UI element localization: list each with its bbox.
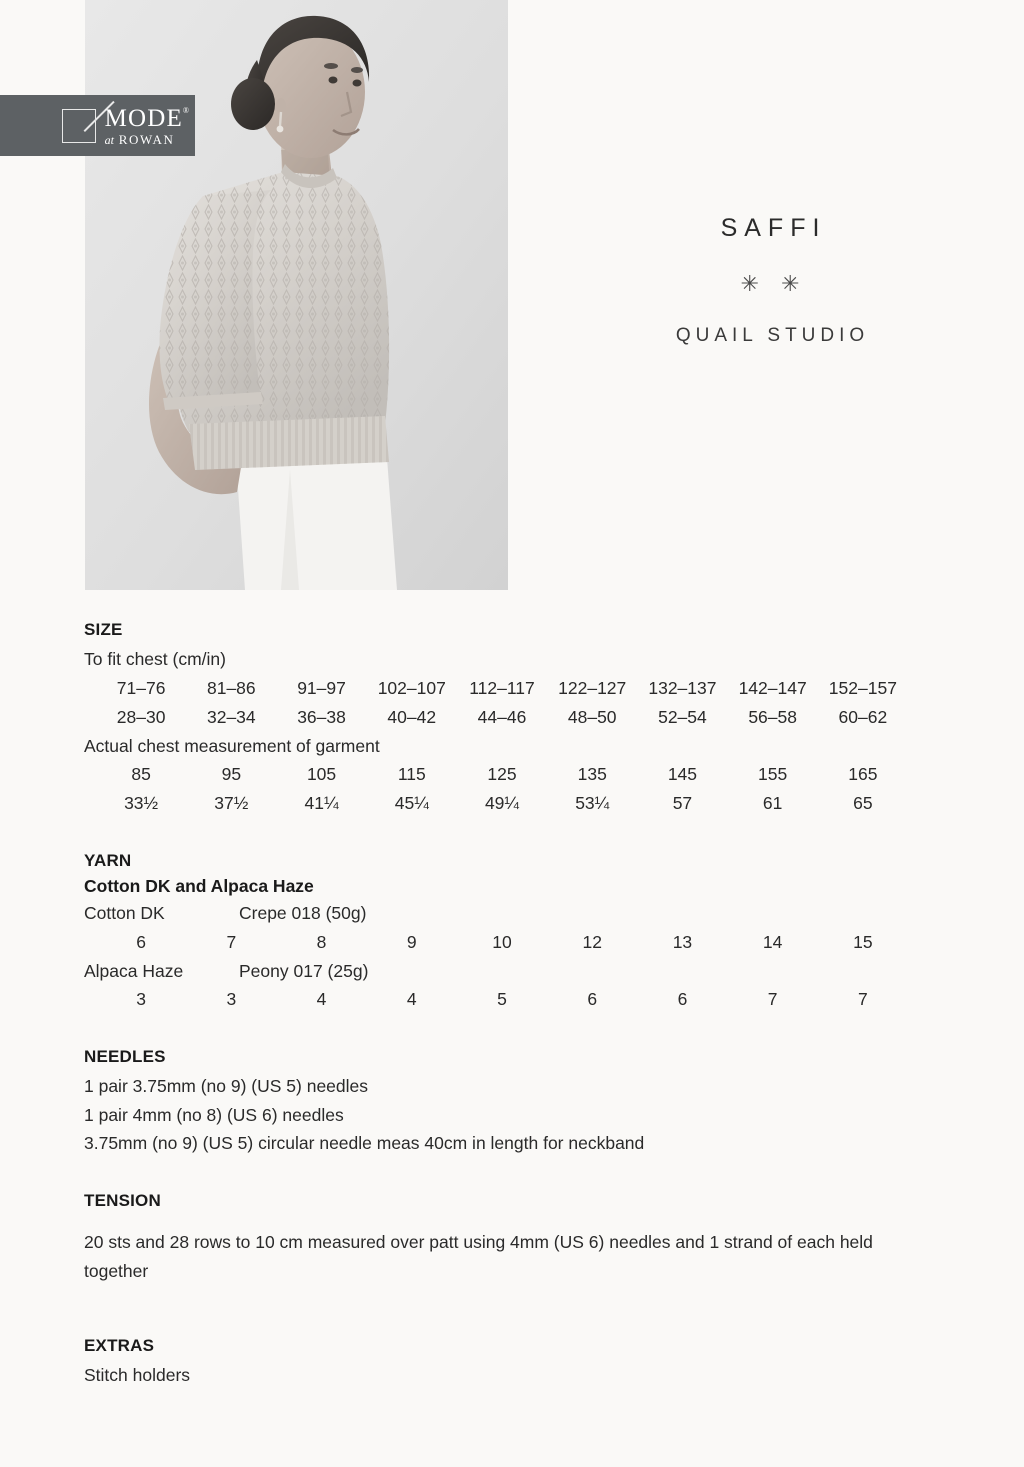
table-cell: 12 xyxy=(582,931,602,952)
table-cell: 105 xyxy=(306,764,337,784)
needles-section xyxy=(84,1047,944,1158)
table-cell: 3 xyxy=(136,989,146,1009)
table-cell: 122–127 xyxy=(558,677,627,698)
actual-chest-in-row xyxy=(96,789,908,818)
yarn-name: Cotton DK xyxy=(84,903,165,923)
table-cell: 135 xyxy=(577,764,607,784)
actual-chest-cm-row xyxy=(96,760,908,789)
needles-heading: NEEDLES xyxy=(84,1047,166,1066)
yarn-row-label-cotton-dk xyxy=(84,899,944,928)
yarn-quantities-cotton-dk xyxy=(96,928,908,957)
table-cell: 44–46 xyxy=(477,706,527,727)
page-title: SAFFI xyxy=(720,214,827,242)
section-spacer xyxy=(84,818,944,851)
table-cell: 15 xyxy=(853,931,873,952)
table-cell: 95 xyxy=(221,764,242,784)
table-cell: 60–62 xyxy=(838,706,888,727)
table-cell: 57 xyxy=(672,793,693,813)
needles-line: 3.75mm (no 9) (US 5) circular needle meas 40cm in length for neckband xyxy=(84,1133,645,1153)
table-cell: 10 xyxy=(492,931,512,952)
yarn-subheading: Cotton DK and Alpaca Haze xyxy=(84,876,314,896)
yarn-shade: Peony 017 (25g) xyxy=(239,960,369,981)
table-cell: 53¼ xyxy=(575,793,610,813)
table-cell: 112–117 xyxy=(469,677,535,698)
table-cell: 14 xyxy=(762,931,783,952)
table-cell: 91–97 xyxy=(297,677,346,698)
table-cell: 49¼ xyxy=(484,793,520,813)
table-cell: 155 xyxy=(758,764,788,784)
table-cell: 152–157 xyxy=(828,677,897,698)
table-cell: 28–30 xyxy=(116,706,166,727)
trademark-icon: ® xyxy=(182,105,189,115)
table-cell: 85 xyxy=(131,764,151,784)
needles-line: 1 pair 3.75mm (no 9) (US 5) needles xyxy=(84,1076,369,1096)
table-cell: 33½ xyxy=(124,793,159,813)
table-cell: 125 xyxy=(487,764,517,784)
size-section xyxy=(84,620,944,818)
to-fit-chest-label: To fit chest (cm/in) xyxy=(84,649,226,669)
table-cell: 40–42 xyxy=(387,706,437,727)
extras-section xyxy=(84,1336,944,1390)
table-cell: 81–86 xyxy=(206,677,256,698)
section-spacer xyxy=(84,1303,944,1336)
brand-logo xyxy=(0,95,195,156)
photo-illustration xyxy=(85,0,508,590)
table-cell: 56–58 xyxy=(748,706,797,727)
hero-section xyxy=(0,0,1024,592)
pattern-details xyxy=(84,620,944,1389)
tension-text: 20 sts and 28 rows to 10 cm measured over patt using 4mm (US 6) needles and 1 strand of each held together xyxy=(84,1232,873,1281)
table-cell: 9 xyxy=(406,931,417,952)
table-cell: 4 xyxy=(316,989,327,1009)
table-cell: 36–38 xyxy=(297,706,346,727)
table-cell: 71–76 xyxy=(116,677,166,698)
section-spacer xyxy=(84,1014,944,1047)
extras-heading: EXTRAS xyxy=(84,1335,155,1355)
table-cell: 102–107 xyxy=(377,677,446,698)
garment-photo xyxy=(85,0,508,590)
actual-chest-label: Actual chest measurement of garment xyxy=(84,735,380,756)
table-cell: 142–147 xyxy=(738,677,807,698)
table-cell: 32–34 xyxy=(206,706,256,727)
designer-name: QUAIL STUDIO xyxy=(675,325,870,346)
yarn-section xyxy=(84,851,944,1014)
table-cell: 4 xyxy=(406,989,417,1009)
title-block xyxy=(560,214,980,347)
table-cell: 52–54 xyxy=(658,706,707,727)
table-cell: 48–50 xyxy=(567,706,617,727)
brand-publisher: at ROWAN xyxy=(104,131,175,147)
table-cell: 7 xyxy=(858,989,868,1009)
table-cell: 6 xyxy=(136,931,146,952)
table-cell: 145 xyxy=(667,764,698,784)
section-spacer xyxy=(84,1158,944,1191)
extras-text: Stitch holders xyxy=(84,1364,191,1385)
table-cell: 7 xyxy=(226,931,237,952)
size-heading: SIZE xyxy=(84,620,123,639)
yarn-shade: Crepe 018 (50g) xyxy=(239,903,367,923)
tension-section xyxy=(84,1191,944,1286)
table-cell: 8 xyxy=(316,931,327,952)
brand-name: MODE ® xyxy=(104,104,189,132)
table-cell: 6 xyxy=(677,989,688,1009)
yarn-heading: YARN xyxy=(84,851,132,870)
table-cell: 65 xyxy=(853,793,873,813)
table-cell: 6 xyxy=(587,989,598,1009)
table-cell: 7 xyxy=(767,989,778,1009)
difficulty-rating: ✳ ✳ xyxy=(740,271,808,296)
table-cell: 37½ xyxy=(214,793,249,813)
table-cell: 61 xyxy=(762,793,783,813)
table-cell: 165 xyxy=(848,764,878,784)
table-cell: 41¼ xyxy=(304,793,339,813)
table-cell: 115 xyxy=(397,764,426,784)
yarn-quantities-alpaca-haze xyxy=(96,985,908,1014)
table-cell: 5 xyxy=(497,989,507,1009)
table-cell: 132–137 xyxy=(648,677,717,698)
tension-heading: TENSION xyxy=(84,1190,161,1210)
yarn-name: Alpaca Haze xyxy=(84,960,184,981)
table-cell: 3 xyxy=(226,989,237,1009)
needles-line: 1 pair 4mm (no 8) (US 6) needles xyxy=(84,1104,344,1125)
to-fit-chest-cm-row xyxy=(96,674,908,703)
diagonal-square-logo-icon xyxy=(62,109,96,143)
table-cell: 45¼ xyxy=(394,793,429,813)
to-fit-chest-in-row xyxy=(96,703,908,732)
table-cell: 13 xyxy=(672,931,693,952)
yarn-row-label-alpaca-haze xyxy=(84,957,944,986)
